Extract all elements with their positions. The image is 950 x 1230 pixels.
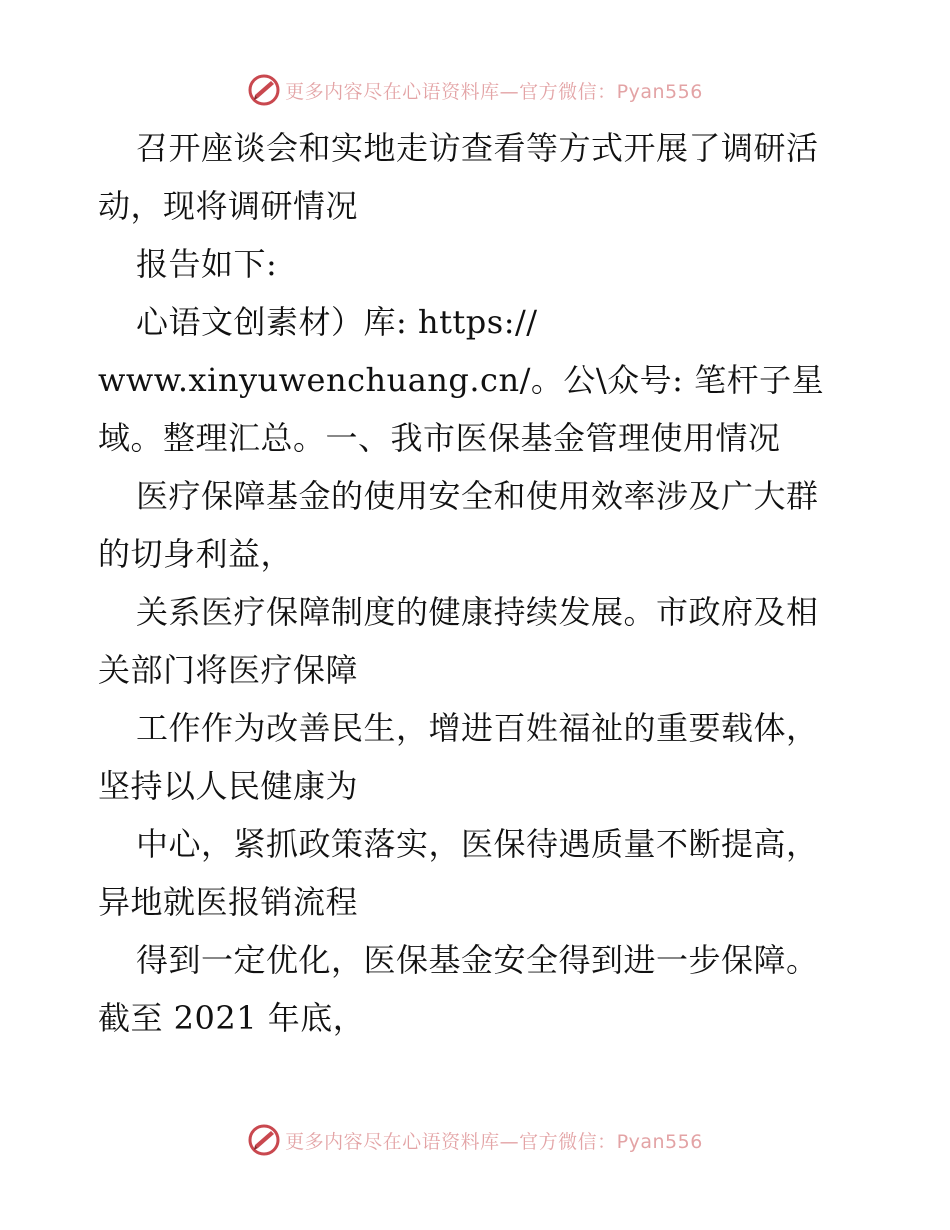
body-line: 的切身利益， bbox=[98, 535, 294, 573]
body-line: 关部门将医疗保障 bbox=[98, 651, 359, 689]
watermark-text: 更多内容尽在心语资料库—官方微信：Pyan556 bbox=[285, 1130, 703, 1153]
brand-logo-icon bbox=[247, 1123, 281, 1157]
body-line: 工作作为改善民生，增进百姓福祉的重要载体， bbox=[136, 709, 819, 747]
body-line: 坚持以人民健康为 bbox=[98, 767, 359, 805]
body-line: 报告如下: bbox=[136, 245, 278, 283]
body-line: 截至 2021 年底， bbox=[98, 999, 366, 1037]
body-line: 心语文创素材）库: https:// bbox=[136, 303, 538, 341]
body-line: 域。整理汇总。一、我市医保基金管理使用情况 bbox=[98, 419, 781, 457]
body-line: 关系医疗保障制度的健康持续发展。市政府及相 bbox=[136, 593, 819, 631]
body-line: 召开座谈会和实地走访查看等方式开展了调研活 bbox=[136, 129, 819, 167]
body-line: 医疗保障基金的使用安全和使用效率涉及广大群 bbox=[136, 477, 819, 515]
body-line: 得到一定优化，医保基金安全得到进一步保障。 bbox=[136, 941, 819, 979]
watermark-footer bbox=[0, 1120, 950, 1160]
body-line: 异地就医报销流程 bbox=[98, 883, 359, 921]
body-line: 中心，紧抓政策落实，医保待遇质量不断提高， bbox=[136, 825, 819, 863]
brand-logo-icon bbox=[247, 73, 281, 107]
body-line: www.xinyuwenchuang.cn/。公\众号: 笔杆子星 bbox=[98, 361, 825, 399]
watermark-text: 更多内容尽在心语资料库—官方微信：Pyan556 bbox=[285, 80, 703, 103]
watermark-header bbox=[0, 70, 950, 110]
body-line: 动，现将调研情况 bbox=[98, 187, 359, 225]
